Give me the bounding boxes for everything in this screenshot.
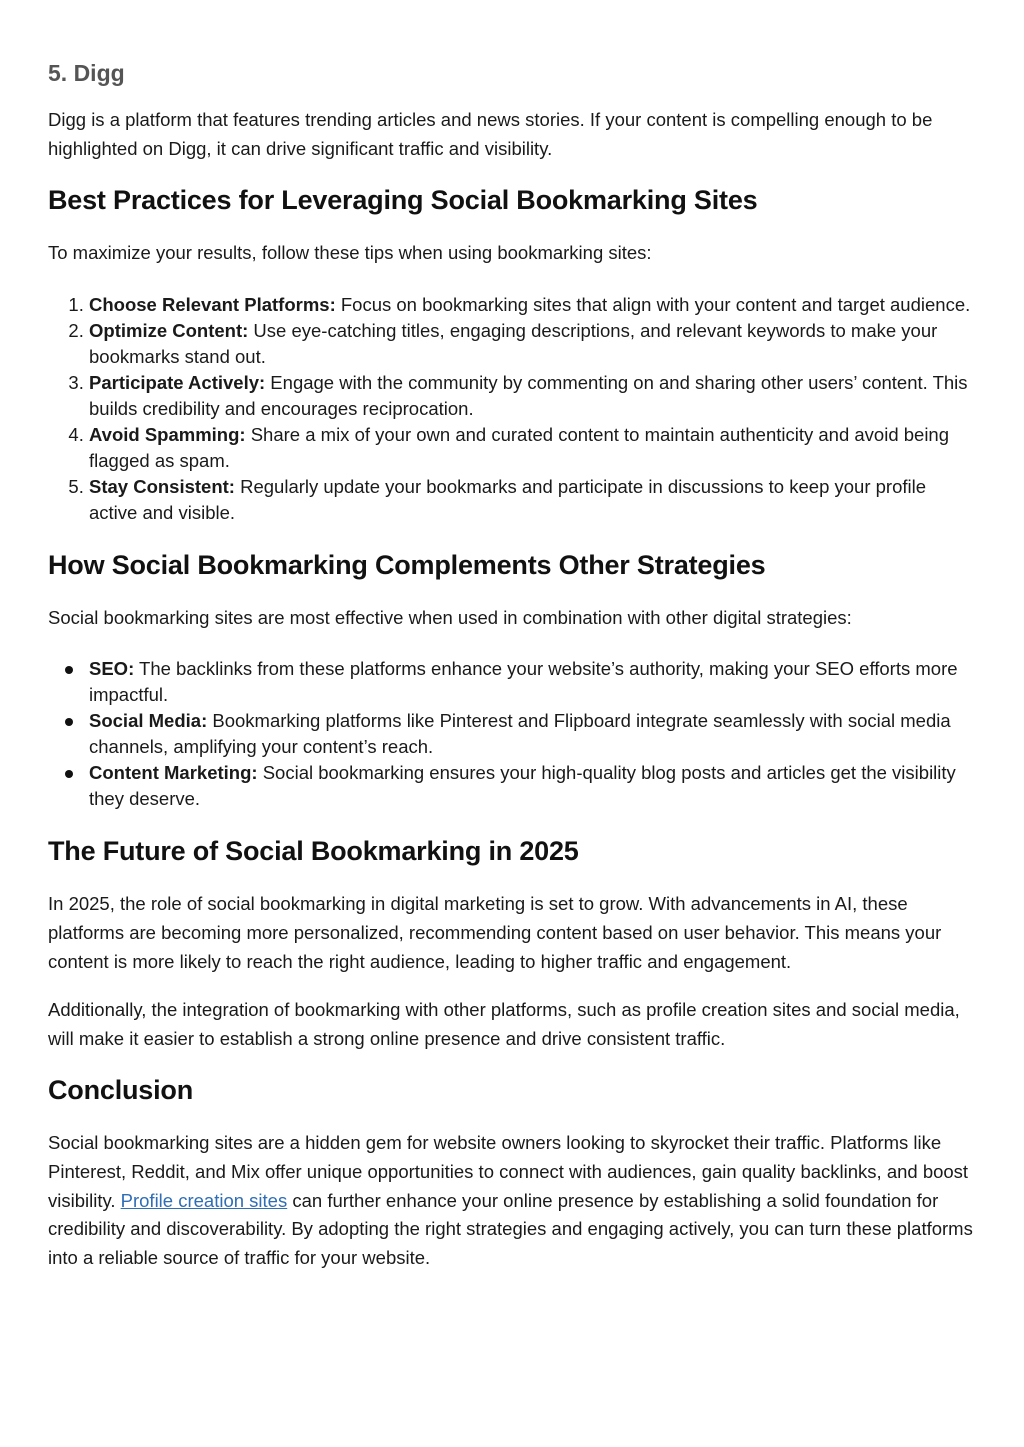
- bullet-icon: [65, 666, 73, 674]
- list-item-label: SEO:: [89, 658, 135, 680]
- conclusion-text-after-link: can further enhance your online presence by establishing a solid foundation for credibility and discoverability. By adopting the right strategies and engaging actively, you can turn these platforms into a reliable source of traffic for your website.: [48, 1189, 973, 1268]
- list-item: [89, 292, 976, 318]
- list-item-label: Stay Consistent:: [89, 475, 235, 497]
- list-item-text: Focus on bookmarking sites that align with your content and target audience.: [335, 293, 971, 315]
- complements-list: [48, 656, 976, 812]
- best-practices-intro: To maximize your results, follow these tips when using bookmarking sites:: [48, 242, 652, 264]
- complements-intro: Social bookmarking sites are most effective when used in combination with other digital strategies:: [48, 606, 852, 628]
- bullet-icon: [65, 770, 73, 778]
- list-item-text: The backlinks from these platforms enhance your website’s authority, making your SEO efforts more impactful.: [89, 658, 958, 706]
- list-item-label: Optimize Content:: [89, 319, 249, 341]
- conclusion-text-before-link: Social bookmarking sites are a hidden gem for website owners looking to skyrocket their traffic. Platforms like Pinterest, Reddit, and Mix offer unique opportunities to connect with audiences, gain quality backlinks, and boost visibility.: [48, 1132, 969, 1211]
- list-item-text: Use eye-catching titles, engaging descriptions, and relevant keywords to make your bookmarks stand out.: [89, 319, 938, 367]
- list-item-label: Choose Relevant Platforms:: [89, 293, 336, 315]
- list-item: [89, 708, 976, 760]
- future-heading: The Future of Social Bookmarking in 2025: [48, 836, 579, 867]
- list-item-label: Avoid Spamming:: [89, 423, 246, 445]
- list-item: [89, 370, 976, 422]
- list-item-text: Social bookmarking ensures your high-quality blog posts and articles get the visibility they deserve.: [89, 762, 956, 810]
- list-item-label: Content Marketing:: [89, 762, 258, 784]
- future-paragraph-2: Additionally, the integration of bookmarking with other platforms, such as profile creation sites and social media, will make it easier to establish a strong online presence and drive consistent traffic.: [48, 999, 960, 1049]
- list-item-label: Social Media:: [89, 710, 208, 732]
- best-practices-heading: Best Practices for Leveraging Social Bookmarking Sites: [48, 185, 758, 216]
- conclusion-heading: Conclusion: [48, 1075, 193, 1106]
- list-item-text: Engage with the community by commenting on and sharing other users’ content. This builds credibility and encourages reciprocation.: [89, 371, 968, 419]
- list-item: [89, 474, 976, 526]
- list-item-text: Bookmarking platforms like Pinterest and Flipboard integrate seamlessly with social media channels, amplifying your content’s reach.: [89, 710, 951, 758]
- list-item: [89, 760, 976, 812]
- conclusion-paragraph: [48, 1129, 976, 1272]
- complements-heading: How Social Bookmarking Complements Other Strategies: [48, 549, 766, 580]
- list-item: [89, 318, 976, 370]
- future-paragraph-1: In 2025, the role of social bookmarking in digital marketing is set to grow. With advancements in AI, these platforms are becoming more personalized, recommending content based on user behavior. This means your content is more likely to reach the right audience, leading to higher traffic and engagement.: [48, 893, 942, 972]
- list-item-text: Regularly update your bookmarks and participate in discussions to keep your profile active and visible.: [89, 475, 927, 523]
- digg-heading: 5. Digg: [48, 60, 125, 86]
- profile-creation-sites-link[interactable]: Profile creation sites: [120, 1189, 288, 1211]
- best-practices-list: [48, 292, 976, 526]
- list-item-text: Share a mix of your own and curated content to maintain authenticity and avoid being flagged as spam.: [89, 423, 950, 471]
- list-item: [89, 656, 976, 708]
- digg-paragraph: Digg is a platform that features trending articles and news stories. If your content is compelling enough to be highlighted on Digg, it can drive significant traffic and visibility.: [48, 109, 933, 159]
- bullet-icon: [65, 718, 73, 726]
- list-item-label: Participate Actively:: [89, 371, 266, 393]
- list-item: [89, 422, 976, 474]
